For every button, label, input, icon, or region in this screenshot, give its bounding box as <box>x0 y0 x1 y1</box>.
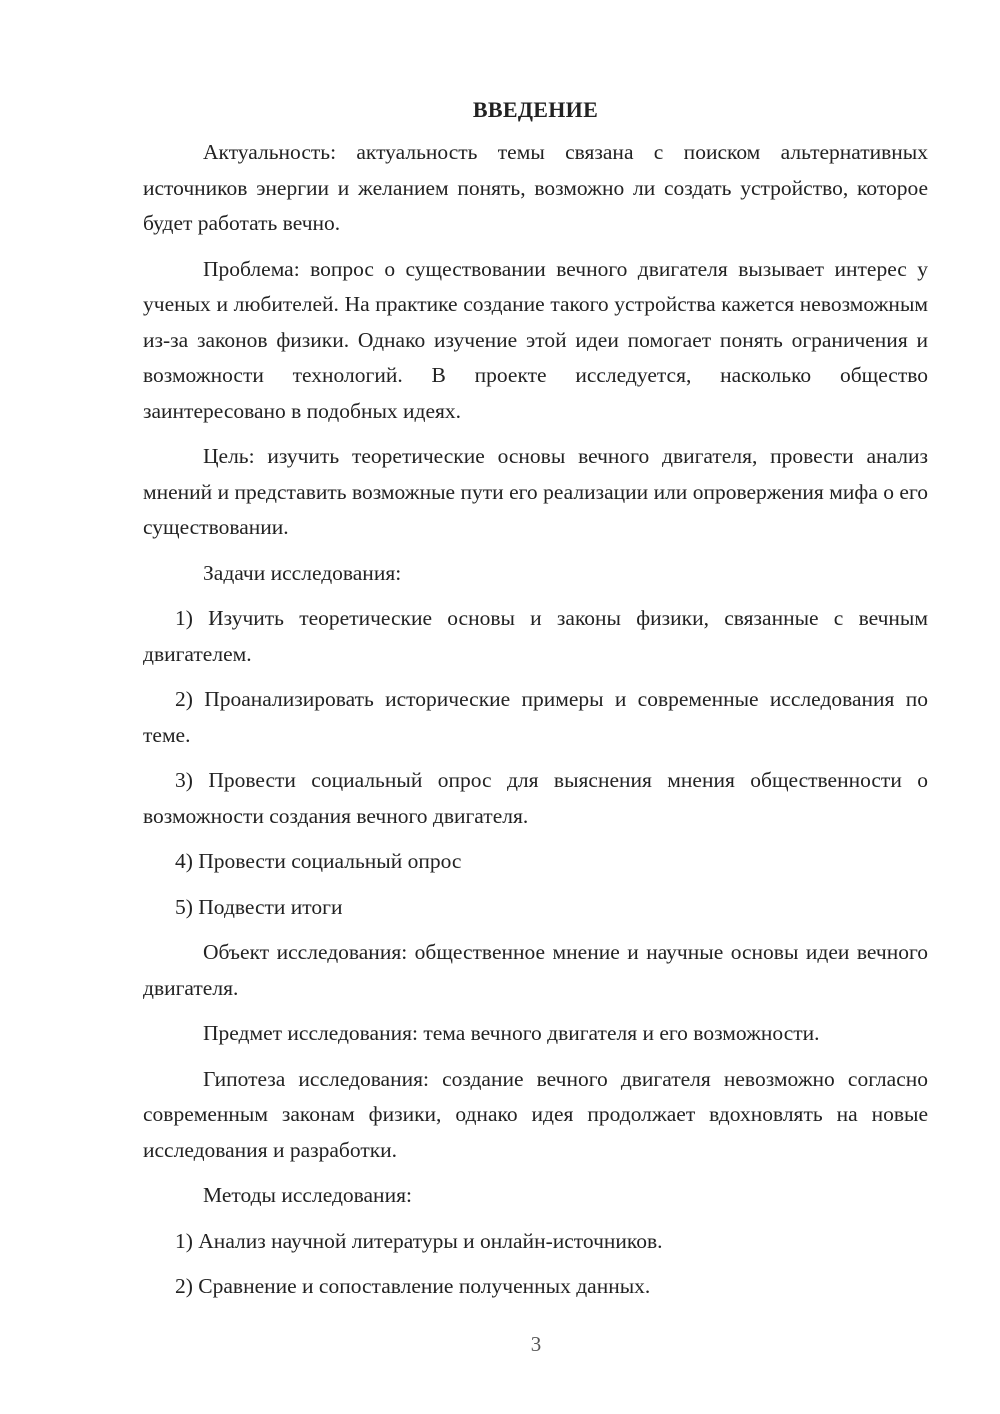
task-item-5: 5) Подвести итоги <box>175 894 343 919</box>
paragraph-relevance: Актуальность: актуальность темы связана с поиском альтернативных источников энергии и желанием понять, возможно ли создать устройство, которое будет работать вечно. <box>143 140 928 235</box>
method-item-2: 2) Сравнение и сопоставление полученных данных. <box>175 1274 651 1298</box>
task-item-4: 4) Провести социальный опрос <box>175 849 462 873</box>
method-item-1: 1) Анализ научной литературы и онлайн-источников. <box>175 1228 663 1253</box>
paragraph-subject: Предмет исследования: тема вечного двигателя и его возможности. <box>203 1021 820 1045</box>
paragraph-problem: Проблема: вопрос о существовании вечного двигателя вызывает интерес у ученых и любителей. На практике создание такого устройства кажется невозможным из-за законов физики. Однако изучение этой идеи помогает понять ограничения и возможности технологий. В проекте исследуется, насколько общество заинтересовано в подобных идеях. <box>143 256 928 423</box>
task-item-2: 2) Проанализировать исторические примеры и современные исследования по теме. <box>143 687 928 747</box>
task-item-1: 1) Изучить теоретические основы и законы физики, связанные с вечным двигателем. <box>143 606 928 666</box>
paragraph-goal: Цель: изучить теоретические основы вечного двигателя, провести анализ мнений и представить возможные пути его реализации или опровержения мифа о его существовании. <box>143 444 928 539</box>
methods-heading: Методы исследования: <box>203 1183 412 1207</box>
task-item-3: 3) Провести социальный опрос для выяснения мнения общественности о возможности создания вечного двигателя. <box>143 768 928 828</box>
document-page <box>143 95 928 1315</box>
tasks-heading: Задачи исследования: <box>203 560 402 585</box>
page-number: 3 <box>530 1332 542 1356</box>
paragraph-hypothesis: Гипотеза исследования: создание вечного двигателя невозможно согласно современным законам физики, однако идея продолжает вдохновлять на новые исследования и разработки. <box>143 1066 928 1162</box>
page-title: ВВЕДЕНИЕ <box>472 97 599 122</box>
paragraph-object: Объект исследования: общественное мнение и научные основы идеи вечного двигателя. <box>143 940 928 1000</box>
